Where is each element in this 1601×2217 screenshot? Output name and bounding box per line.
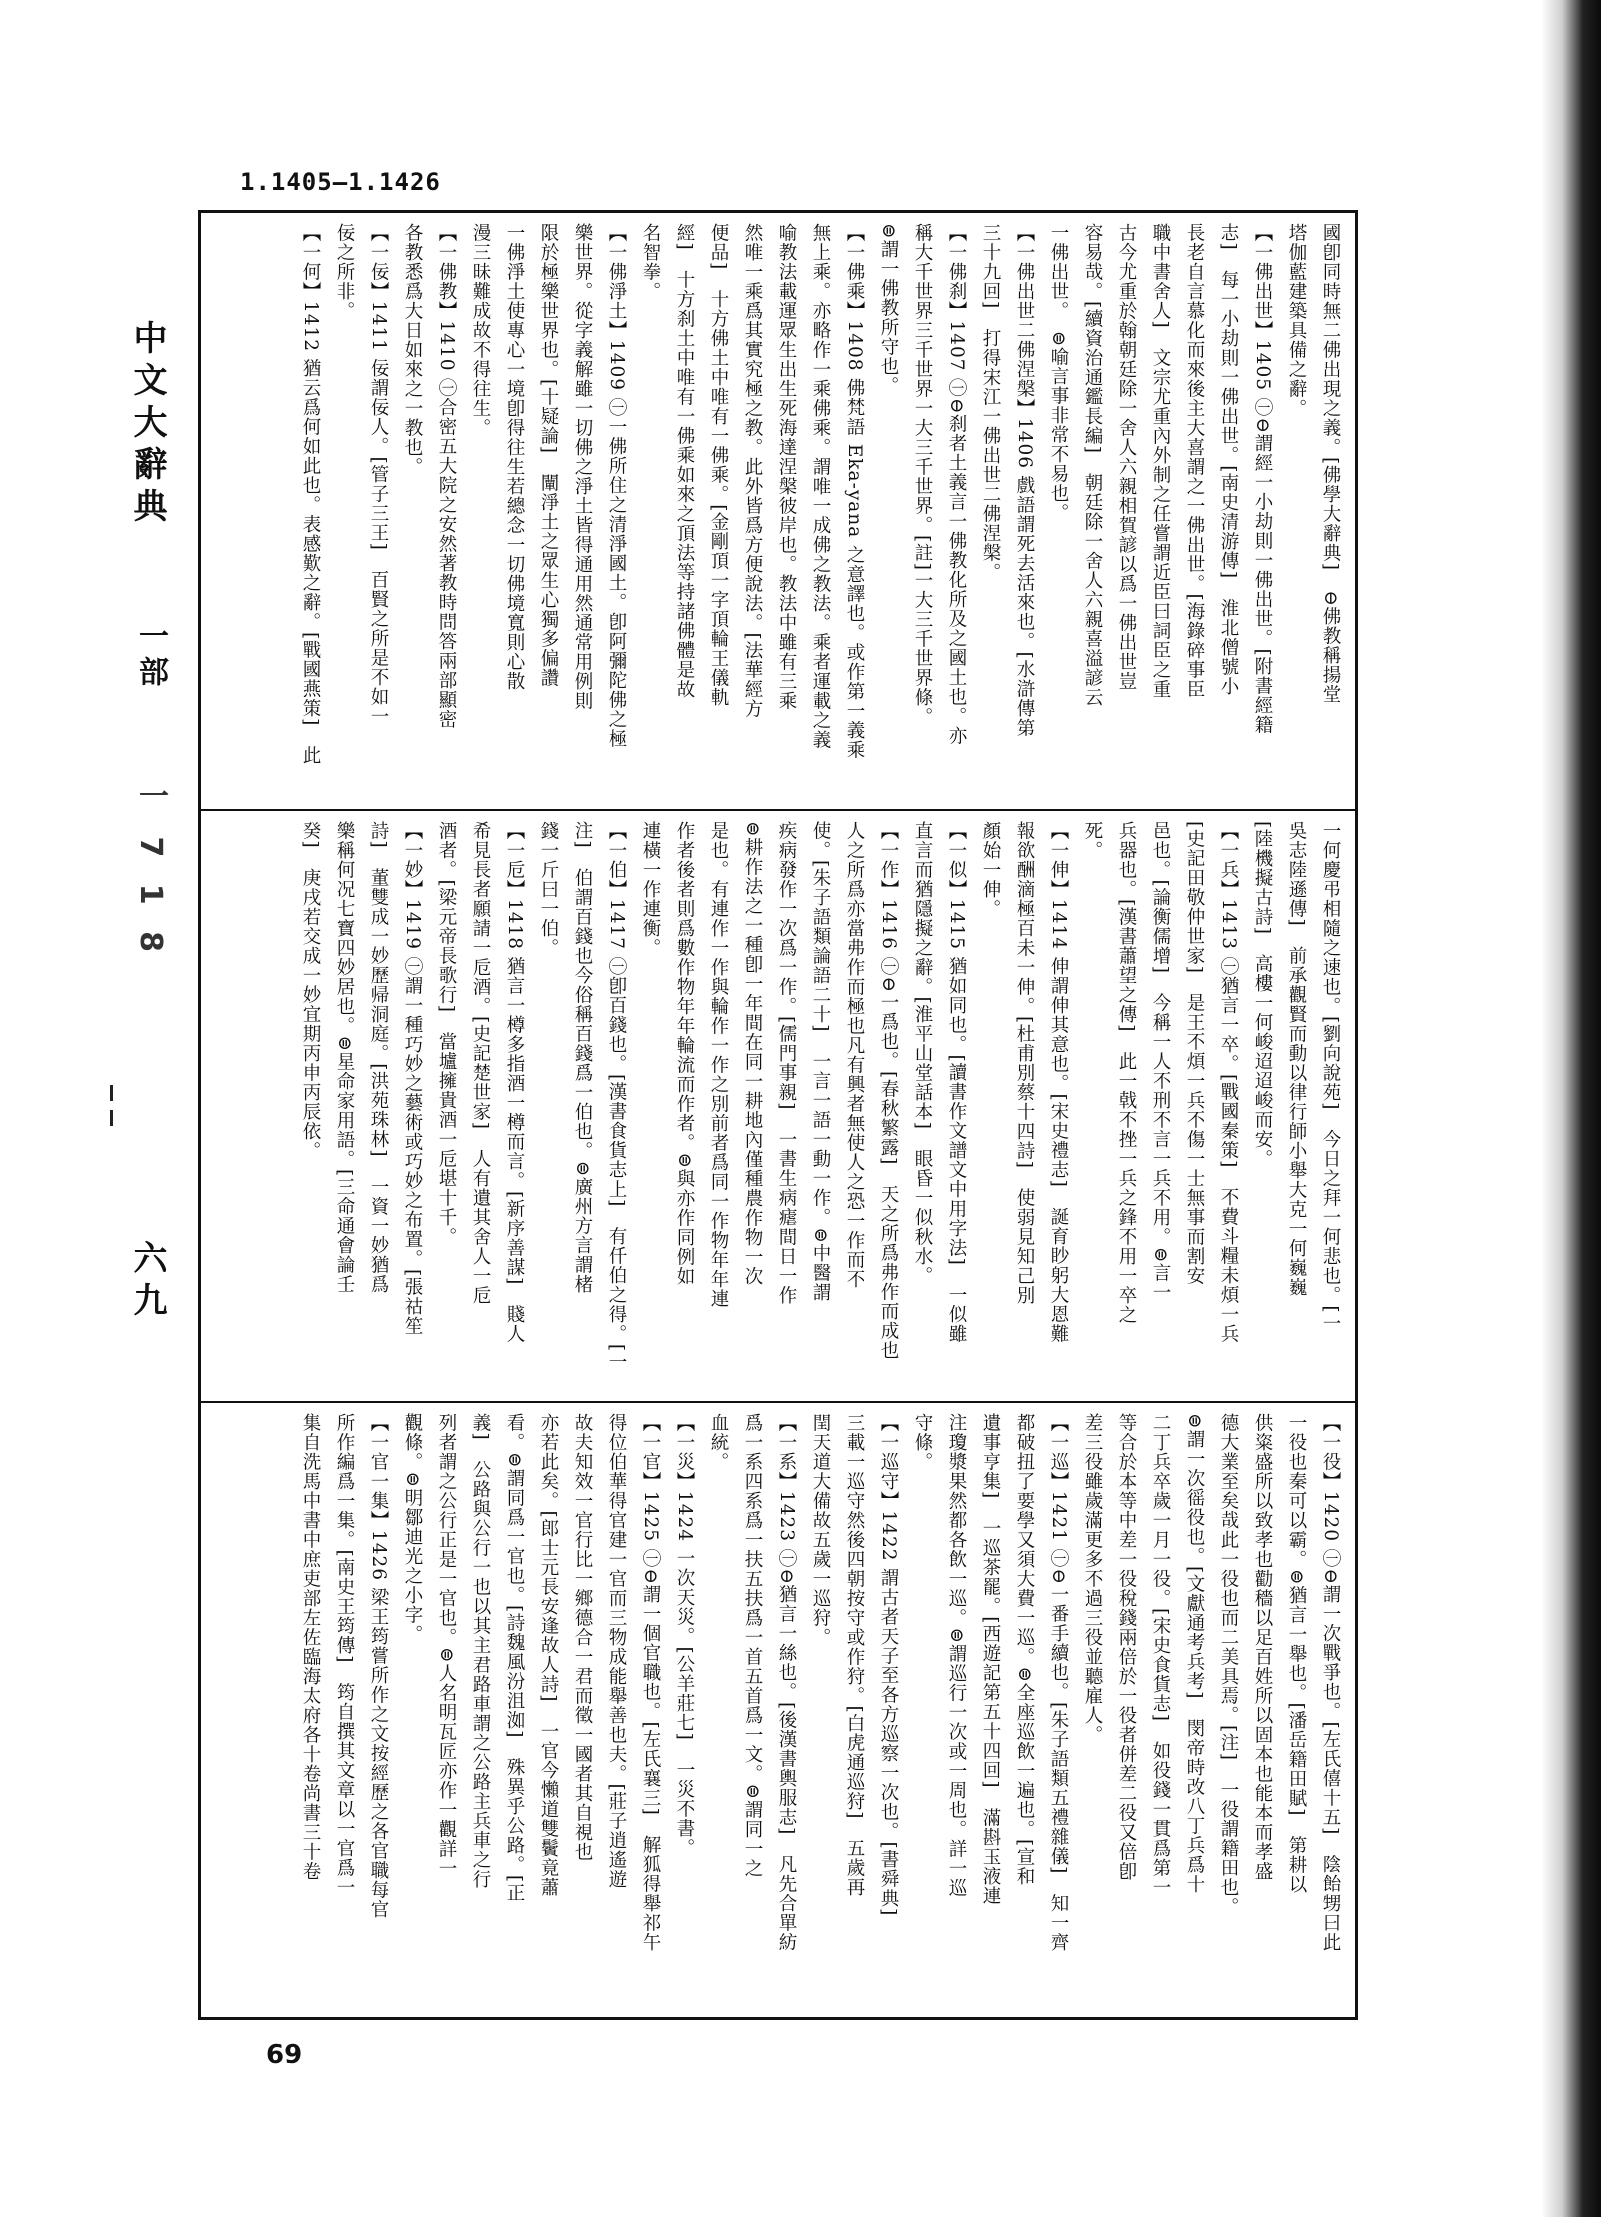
text-column: 容易哉。[續資治通鑑長編] 朝廷除一舍人六親喜溢諺云 xyxy=(1082,223,1103,708)
text-column: 【一官一集】1426 梁王筠嘗所作之文按經歷之各官職每官 xyxy=(368,1413,389,1920)
text-column: 等合於本等中差一役稅錢兩倍於一役者併差二役又倍卽 xyxy=(1116,1413,1137,1881)
text-column: 癸] 庚戌若交成一妙宜期丙申丙辰依。 xyxy=(300,821,321,1161)
text-column: 酒者。[梁元帝長歌行] 當壚擁貴酒一卮堪十千。 xyxy=(436,821,457,1247)
text-column: 然唯一乘爲其實究極之教。此外皆爲方便說法。[法華經方 xyxy=(742,223,763,719)
text-column: 職中書舍人] 文宗尤重內外制之任嘗謂近臣曰詞臣之重 xyxy=(1150,223,1171,700)
text-column: 錢一斤曰一伯。 xyxy=(538,821,559,958)
text-column: 稱大千世界三千世界一大三千世界。[註]一大三千世界條。 xyxy=(912,223,933,727)
section-label: 一部 xyxy=(133,620,168,692)
text-column: 【一佛淨土】1409 ㊀一佛所住之清淨國土。卽阿彌陀佛之極 xyxy=(606,223,627,749)
middle-band xyxy=(201,811,1355,1403)
text-column: 連橫一作連衡。 xyxy=(640,821,661,958)
top-band-columns xyxy=(211,223,1345,799)
text-column: ⊜謂一次徭役也。[文獻通考兵考] 閔帝時改八丁兵爲十 xyxy=(1184,1413,1205,1895)
text-column: 喻教法載運眾生出生死海達涅槃彼岸也。教法中雖有三乘 xyxy=(776,223,797,711)
bottom-band xyxy=(201,1403,1355,2017)
text-column: 看。⊜謂同爲一官也。[詩魏風汾沮洳] 殊異乎公路。[正 xyxy=(504,1413,525,1903)
text-column: 直言而猶隱擬之辭。[淮平山堂話本] 眼昏一似秋水。 xyxy=(912,821,933,1286)
text-column: 顏始一伸。 xyxy=(980,821,1001,919)
text-column: 注] 伯謂百錢也今俗稱百錢爲一伯也。⊜廣州方言謂楮 xyxy=(572,821,593,1295)
text-column: 邑也。[論衡儒增] 今稱一人不刑不言一兵不用。⊜言一 xyxy=(1150,821,1171,1303)
text-column: 佞之所非。 xyxy=(334,223,355,321)
text-column: 人之所爲亦當弗作而極也凡有興者無使人之恐一作而不 xyxy=(844,821,865,1289)
text-column: 【一佛刹】1407 ㊀⊖刹者土義言一佛教化所及之國土也。亦 xyxy=(946,223,967,746)
text-column: 集自洗馬中書中庶吏部左佐臨海太府各十卷尚書三十卷 xyxy=(300,1413,321,1881)
text-column: 【一妙】1419 ㊀謂一種巧妙之藝術或巧妙之布置。[張祜笙 xyxy=(402,821,423,1336)
handwritten-note: 一 7 1 8 xyxy=(133,780,168,960)
text-column: 【一何】1412 猶云爲何如此也。表感歎之辭。[戰國燕策] 此 xyxy=(300,223,321,766)
text-column: 二丁兵卒歲一月一役。[宋史食貨志] 如役錢一貫爲第一 xyxy=(1150,1413,1171,1898)
text-column: 【一兵】1413 ㊀猶言一卒。[戰國秦策] 不費斗糧未煩一兵 xyxy=(1218,821,1239,1344)
text-column: 【一佞】1411 佞謂佞人。[管子三王] 百賢之所是不如一 xyxy=(368,223,389,727)
text-column: 【一佛出世二佛涅槃】1406 戲語謂死去活來也。[水滸傳第 xyxy=(1014,223,1035,738)
text-column: 樂稱何况七寶四妙居也。⊜星命家用語。[三命通會論壬 xyxy=(334,821,355,1295)
dictionary-page-frame xyxy=(198,210,1358,2020)
text-column: 遺事亨集] 一巡茶罷。[西遊記第五十四回] 滿斟玉液連 xyxy=(980,1413,1001,1906)
top-band xyxy=(201,213,1355,811)
text-column: 得位伯華得官建一官而三物成能舉善也夫。[莊子逍遙遊 xyxy=(606,1413,627,1890)
text-column: 【一役】1420 ㊀⊖謂一次戰爭也。[左氏僖十五] 陰飴甥曰此 xyxy=(1320,1413,1341,1953)
scan-binding-shadow xyxy=(1541,0,1601,2217)
text-column: 名智拳。 xyxy=(640,223,661,301)
text-column: 志] 每一小劫則一佛出世。[南史清游傳] 淮北僧號小 xyxy=(1218,223,1239,697)
text-column: 【一似】1415 猶如同也。[讀書作文譜文中用字法] 一似雖 xyxy=(946,821,967,1344)
page-number: 69 xyxy=(266,2040,303,2070)
margin-tick xyxy=(110,1085,113,1101)
text-column: 【一伸】1414 伸謂伸其意也。[宋史禮志] 誕育眇躬大恩難 xyxy=(1048,821,1069,1344)
text-column: 【一巡守】1422 謂古者天子至各方巡察一次也。[書舜典] xyxy=(878,1413,899,1917)
text-column: 所作編爲一集。[南史王筠傳] 筠自撰其文章以一官爲一 xyxy=(334,1413,355,1898)
text-column: 三十九回] 打得宋江一佛出世二佛涅槃。 xyxy=(980,223,1001,583)
text-column: 作者後者則爲數作物年年輪流而作者。⊜與亦作同例如 xyxy=(674,821,695,1287)
text-column: 【一災】1424 一次天災。[公羊莊七] 一災不書。 xyxy=(674,1413,695,1858)
text-column: 【一系】1423 ㊀⊖猶言一絲也。[後漢書輿服志] 凡先合單紡 xyxy=(776,1413,797,1953)
text-column: 使。[朱子語類論語二十] 一言一語一動一作。⊜中醫謂 xyxy=(810,821,831,1303)
page-number-cjk: 六九 xyxy=(127,1240,167,1324)
text-column: ⊜耕作法之一種卽一年間在同一耕地內僅種農作物一次 xyxy=(742,821,763,1287)
text-column: ⊜謂一佛教所守也。 xyxy=(878,223,899,396)
text-column: 列者謂之公行正是一官也。⊜人名明瓦匠亦作一觀詳一 xyxy=(436,1413,457,1879)
text-column: 死。 xyxy=(1082,821,1103,860)
text-column: 觀條。⊜明鄒迪光之小字。 xyxy=(402,1413,423,1645)
text-column: 義] 公路與公行一也以其主君路車謂之公路主兵車之行 xyxy=(470,1413,491,1890)
text-column: 【一官】1425 ㊀⊖謂一個官職也。[左氏襄三] 解狐得舉祁午 xyxy=(640,1413,661,1953)
text-column: 希見長者願請一卮酒。[史記楚世家] 人有遺其舍人一卮 xyxy=(470,821,491,1306)
text-column: 一佛出世。 ⊜喻言事非常不易也。 xyxy=(1048,223,1069,523)
text-column: 注瓊漿果然都各飲一巡。⊜謂巡行一次或一周也。詳一巡 xyxy=(946,1413,967,1898)
text-column: 故夫知效一官行比一鄉德合一君而徵一國者其自視也 xyxy=(572,1413,593,1862)
text-column: 是也。有連作一作與輪作一作之別前者爲同一作物年年連 xyxy=(708,821,729,1309)
margin-tick xyxy=(110,1110,113,1126)
text-column: 守條。 xyxy=(912,1413,933,1472)
middle-band-columns xyxy=(211,821,1345,1391)
text-column: [陸機擬古詩] 高樓一何峻迢迢峻而安。 xyxy=(1252,821,1273,1169)
dictionary-title: 中文大辭典 xyxy=(127,320,167,530)
text-column: 報欲酬滴極百未一伸。[杜甫別蔡十四詩] 使弱見知己別 xyxy=(1014,821,1035,1306)
text-column: 國卽同時無二佛出現之義。[佛學大辭典] ⊖佛教稱揚堂 xyxy=(1320,223,1341,705)
text-column: 無上乘。亦略作一乘佛乘。謂唯一成佛之教法。乘者運載之義 xyxy=(810,223,831,750)
text-column: 【一巡】1421 ㊀⊖一番手續也。[朱子語類五禮雜儀] 知一齊 xyxy=(1048,1413,1069,1953)
text-column: 一佛淨土使專心一境卽得往生若總念一切佛境寬則心散 xyxy=(504,223,525,691)
text-column: 【一作】1416 ㊀⊖一爲也。[春秋繁露] 天之所爲弗作而成也 xyxy=(878,821,899,1361)
text-column: 德大業至矣哉此一役也而二美具焉。[注] 一役謂籍田也。 xyxy=(1218,1413,1239,1917)
text-column: 閏天道大備故五歲一巡狩。 xyxy=(810,1413,831,1647)
text-column: 三載一巡守然後四朝按守或作狩。[白虎通巡狩] 五歲再 xyxy=(844,1413,865,1898)
text-column: 【一佛乘】1408 佛梵語 Eka-yana 之意譯也。或作第一義乘 xyxy=(844,223,865,760)
text-column: 一役也秦可以霸。⊜猶言一舉也。[潘岳籍田賦] 第耕以 xyxy=(1286,1413,1307,1895)
text-column: 【一伯】1417 ㊀卽百錢也。[漢書食貨志上] 有仟伯之得。[一 xyxy=(606,821,627,1372)
text-column: 樂世界。從字義解雖一切佛之淨土皆得通用然通常用例則 xyxy=(572,223,593,711)
text-column: 差三役雖歲滿更多不過三役並聽雇人。 xyxy=(1082,1413,1103,1745)
text-column: 【一卮】1418 猶言一樽多指酒一樽而言。[新序善謀] 賤人 xyxy=(504,821,525,1344)
text-column: 一何慶弔相隨之速也。[劉向說苑] 今日之拜一何悲也。[一 xyxy=(1320,821,1341,1334)
text-column: 詩] 董雙成一妙歷帰洞庭。[洪苑珠林] 一資一妙猶爲 xyxy=(368,821,389,1295)
text-column: 長老自言慕化而來後主大喜謂之一佛出世。[海錄碎事臣 xyxy=(1184,223,1205,700)
text-column: 古今尤重於翰朝廷除一舍人六親相賀諺以爲一佛出世豈 xyxy=(1116,223,1137,691)
text-column: 血統。 xyxy=(708,1413,729,1472)
text-column: 塔伽藍建築具備之辭。 xyxy=(1286,223,1307,418)
text-column: 疾病發作一次爲一作。[儒門事親] 一書生病瘧間日一作 xyxy=(776,821,797,1306)
text-column: 便品] 十方佛土中唯有一佛乘。[金剛頂一字頂輪王儀軌 xyxy=(708,223,729,708)
text-column: 【一佛教】1410 ㊀合密五大院之安然著教時問答兩部顯密 xyxy=(436,223,457,730)
bottom-band-columns xyxy=(211,1413,1345,2007)
text-column: 爲一系四系爲一扶五扶爲一首五首爲一文。⊜謂同一之 xyxy=(742,1413,763,1879)
text-column: 【一佛出世】1405 ㊀⊖謂經一小劫則一佛出世。[附書經籍 xyxy=(1252,223,1273,735)
text-column: 兵器也。[漢書蕭望之傳] 此一戟不挫一兵之鋒不用一卒之 xyxy=(1116,821,1137,1325)
text-column: 都破扭了要學又須大費一巡。⊜全座巡飲一遍也。[宣和 xyxy=(1014,1413,1035,1887)
text-column: [史記田敬仲世家] 是王不煩一兵不傷一士無事而割安 xyxy=(1184,821,1205,1286)
text-column: 吳志陸遜傳] 前承觀賢而動以律行師小舉大克一何巍巍 xyxy=(1286,821,1307,1298)
text-column: 限於極樂世界也。[十疑論] 闡淨土之眾生心獨多偏讚 xyxy=(538,223,559,688)
text-column: 供粢盛所以致孝也勸穡以足百姓所以固本也能本而孝盛 xyxy=(1252,1413,1273,1881)
text-column: 各教悉爲大日如來之一教也。 xyxy=(402,223,423,477)
entry-range-header: 1.1405—1.1426 xyxy=(240,168,441,196)
text-column: 漫三昧難成故不得往生。 xyxy=(470,223,491,438)
text-column: 經] 十方刹土中唯有一佛乘如來之頂法等持諸佛體是故 xyxy=(674,223,695,700)
text-column: 亦若此矣。[郎士元長安逢故人詩] 一官今懶道雙鬢竟蕭 xyxy=(538,1413,559,1898)
